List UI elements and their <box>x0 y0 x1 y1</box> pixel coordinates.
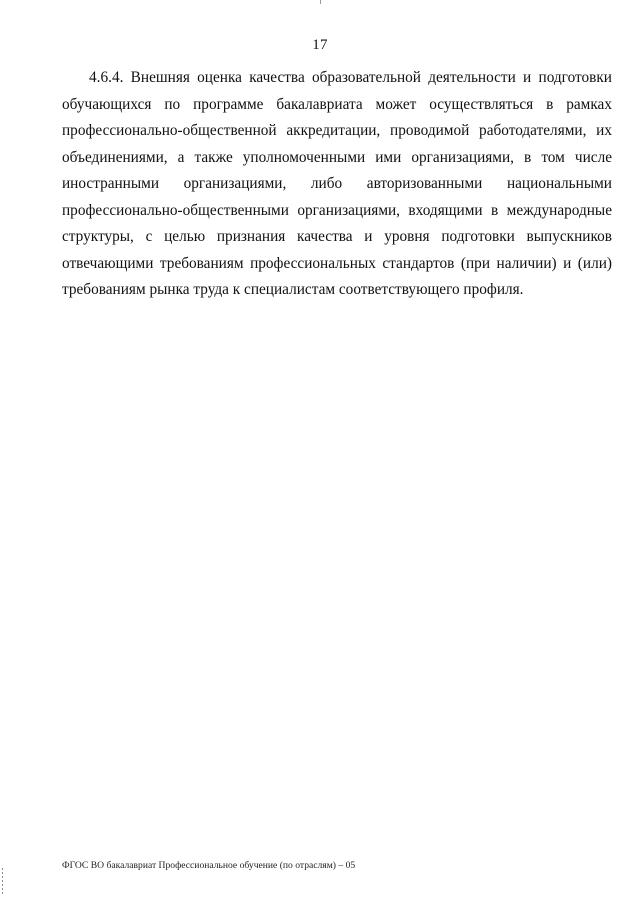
page-number: 17 <box>312 37 328 53</box>
scan-edge-mark <box>320 0 321 4</box>
scan-edge-mark <box>2 868 3 894</box>
document-footer: ФГОС ВО бакалавриат Профессиональное обучение (по отраслям) – 05 <box>62 860 356 871</box>
paragraph-4-6-4: 4.6.4. Внешняя оценка качества образовательной деятельности и подготовки обучающихся по программе бакалавриата может осуществляться в рамках профессионально-общественной аккредитации, проводимой работодателями, их объединениями, а также уполномоченными ими организациями, в том числе иностранными организациями, либо авторизованными национальными профессионально-общественными организациями, входящими в международные структуры, с целью признания качества и уровня подготовки выпускников отвечающими требованиям профессиональных стандартов (при наличии) и (или) требованиям рынка труда к специалистам соответствующего профиля. <box>62 69 612 298</box>
